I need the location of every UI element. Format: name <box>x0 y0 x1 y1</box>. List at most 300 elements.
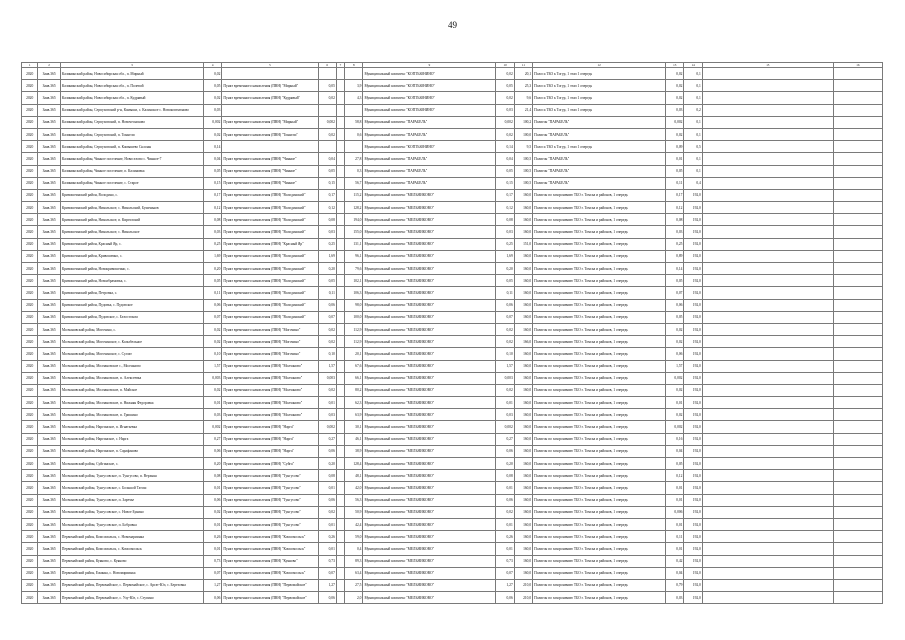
table-cell: 0,05 <box>496 275 514 287</box>
table-cell: Первомайский район, Куяново, с. Куяново <box>60 555 203 567</box>
table-cell <box>336 409 344 421</box>
table-cell: Полоса ТБО к Тогур, 1 этап 1 очередь <box>533 92 666 104</box>
table-cell <box>702 458 833 470</box>
table-cell <box>833 287 882 299</box>
column-number: 4 <box>204 63 222 68</box>
table-cell: 21,4 <box>514 104 532 116</box>
table-cell: 3,9 <box>345 80 363 92</box>
table-cell: Пункт временного накопления (ПВН) "Красный Яр" <box>222 238 318 250</box>
table-cell <box>833 189 882 201</box>
table-cell: Полигон по захоронению ТБО г. Томска и районов, 1 очередь <box>533 409 666 421</box>
table-cell: 0,79 <box>666 579 684 591</box>
table-cell <box>336 299 344 311</box>
table-cell <box>702 372 833 384</box>
table-cell: 20,1 <box>345 348 363 360</box>
table-cell: 0,002 <box>318 116 336 128</box>
table-cell: 0,02 <box>204 323 222 335</box>
table-cell: 160,0 <box>514 311 532 323</box>
table-cell: 192,0 <box>684 592 702 604</box>
table-cell <box>702 397 833 409</box>
table-cell: 166,0 <box>514 336 532 348</box>
table-cell <box>318 68 336 80</box>
table-cell <box>833 104 882 116</box>
table-cell: 30,1 <box>345 421 363 433</box>
table-cell <box>318 104 336 116</box>
table-cell: 102,1 <box>345 275 363 287</box>
table-row <box>22 384 883 396</box>
table-cell: 2020 <box>22 214 38 226</box>
table-cell: 2020 <box>22 153 38 165</box>
table-cell: 0,01 <box>318 397 336 409</box>
table-cell: Заяв.365 <box>38 579 60 591</box>
table-cell: Пункт временного накопления (ПВН) "Могочино" <box>222 336 318 348</box>
table-cell: 0,4 <box>684 177 702 189</box>
table-cell: Молчановский район, Молчановское, п. Майское <box>60 384 203 396</box>
table-cell: Калининский район, Новосибирская обл., п. Кудрявый <box>60 92 203 104</box>
table-cell <box>702 336 833 348</box>
table-cell <box>336 165 344 177</box>
table-cell: Пункт временного накопления (ПВН) "Комсомольск" <box>222 543 318 555</box>
table-cell: Кривошеинский район, Пудовка, с. Пудовское <box>60 299 203 311</box>
table-cell: Полигон по захоронению ТБО г. Томска и районов, 1 очередь <box>533 311 666 323</box>
table-cell: 2020 <box>22 275 38 287</box>
table-cell: Полигон по захоронению ТБО г. Томска и районов, 1 очередь <box>533 397 666 409</box>
table-cell: Пункт временного накопления (ПВН) "Чинное" <box>222 153 318 165</box>
table-cell: 0,002 <box>204 116 222 128</box>
table-cell: 0,05 <box>318 275 336 287</box>
table-cell: Пункт временного накопления (ПВН) "Тунгусово" <box>222 518 318 530</box>
table-cell <box>702 555 833 567</box>
table-cell: 0,12 <box>666 470 684 482</box>
table-cell: Калининский район, Чинное поселение, Новоселово с. Чинное-7 <box>60 153 203 165</box>
column-number: 15 <box>702 63 833 68</box>
table-cell: Заяв.365 <box>38 506 60 518</box>
table-cell <box>336 445 344 457</box>
table-cell: 210,0 <box>514 592 532 604</box>
table-cell: 192,0 <box>684 470 702 482</box>
table-cell: Пункт временного накопления (ПВН) "Володинский" <box>222 311 318 323</box>
table-cell <box>336 336 344 348</box>
table-cell <box>833 250 882 262</box>
table-cell: Заяв.365 <box>38 214 60 226</box>
page-number: 49 <box>448 20 457 30</box>
table-cell: 98,0 <box>345 299 363 311</box>
table-cell: Полигон "ПАРАБЕЛЬ" <box>533 153 666 165</box>
table-cell: Первомайский район, Первомайское, с. Первомайское, с. Аргат-Юл, с. Березовка <box>60 579 203 591</box>
table-row <box>22 189 883 201</box>
table-cell <box>702 445 833 457</box>
table-cell: Заяв.365 <box>38 141 60 153</box>
table-cell: Кривошеинский район, Пудовское, с. Белостоком <box>60 311 203 323</box>
table-cell: 151,0 <box>514 238 532 250</box>
table-cell <box>336 531 344 543</box>
table-cell: Заяв.365 <box>38 311 60 323</box>
table-cell <box>702 214 833 226</box>
table-cell: 0,08 <box>204 214 222 226</box>
column-number: 7 <box>336 63 344 68</box>
table-cell <box>702 128 833 140</box>
table-cell: Полигон по захоронению ТБО г. Томска и районов, 1 очередь <box>533 189 666 201</box>
table-cell: 0,002 <box>204 421 222 433</box>
table-cell: Заяв.365 <box>38 165 60 177</box>
table-cell: 0,06 <box>318 494 336 506</box>
table-cell <box>833 153 882 165</box>
table-cell: 0,07 <box>496 311 514 323</box>
table-cell: Заяв.365 <box>38 409 60 421</box>
table-cell: 0,02 <box>666 323 684 335</box>
table-cell: Молчановский район, Наргинское, с. Нарга <box>60 433 203 445</box>
table-row <box>22 214 883 226</box>
table-cell <box>336 189 344 201</box>
table-cell: 0,20 <box>204 458 222 470</box>
table-cell: Муниципальный комплекс "КОПТЬЮНИНО" <box>363 104 496 116</box>
table-cell: 112,9 <box>345 323 363 335</box>
table-cell: 0,17 <box>204 189 222 201</box>
table-cell: 2020 <box>22 104 38 116</box>
table-cell: Молчановский район, Тунгусовское, с. Новое Бунино <box>60 506 203 518</box>
table-cell: Заяв.365 <box>38 275 60 287</box>
table-cell: 0,20 <box>318 458 336 470</box>
table-cell: Полоса ТБО к Тогур, 1 этап 1 очередь <box>533 141 666 153</box>
table-cell: Пункт временного накопления (ПВН) "Тунгусово" <box>222 494 318 506</box>
table-cell <box>702 92 833 104</box>
table-cell: 27,8 <box>345 153 363 165</box>
table-cell: Первомайский район, Первомайское, с. Улу-Юл, с. Ступино <box>60 592 203 604</box>
column-number: 10 <box>496 63 514 68</box>
table-row <box>22 567 883 579</box>
table-cell: 160,0 <box>514 555 532 567</box>
table-cell: 0,08 <box>204 470 222 482</box>
table-cell: Калининский район, Новосибирская обл., п. Мирный <box>60 68 203 80</box>
table-cell: Пункт временного накопления (ПВН) "Тунгусово" <box>222 506 318 518</box>
table-cell: 160,0 <box>514 384 532 396</box>
table-cell: 46,1 <box>345 433 363 445</box>
table-cell: 0,06 <box>318 592 336 604</box>
table-cell: 0,20 <box>496 263 514 275</box>
table-cell: 0,02 <box>666 336 684 348</box>
table-cell: 0,08 <box>318 214 336 226</box>
table-cell: 0,27 <box>318 433 336 445</box>
table-cell: Пункт временного накопления (ПВН) "Первомайское" <box>222 579 318 591</box>
table-cell: Пункт временного накопления (ПВН) "Чинное" <box>222 165 318 177</box>
table-cell: Кривошеинский район, Никольское, с. Никольский, Бушеньков <box>60 202 203 214</box>
table-cell: Муниципальный комплекс "МЕЛЬНИКОВО" <box>363 506 496 518</box>
table-cell: Полигон "ПАРАБЕЛЬ" <box>533 177 666 189</box>
table-cell: 0,1 <box>684 92 702 104</box>
table-cell: 2020 <box>22 80 38 92</box>
table-cell: 192,0 <box>684 336 702 348</box>
table-cell: 0,07 <box>204 567 222 579</box>
table-cell <box>702 238 833 250</box>
table-cell: Муниципальный комплекс "МЕЛЬНИКОВО" <box>363 202 496 214</box>
table-cell: 131,1 <box>345 238 363 250</box>
table-cell: 2020 <box>22 311 38 323</box>
table-cell: 0,02 <box>318 128 336 140</box>
table-cell <box>336 494 344 506</box>
table-cell <box>702 141 833 153</box>
table-cell <box>336 433 344 445</box>
table-cell: Заяв.365 <box>38 323 60 335</box>
table-cell <box>345 141 363 153</box>
table-cell: Пункт временного накопления (ПВН) "Володинский" <box>222 226 318 238</box>
table-cell: Муниципальный комплекс "МЕЛЬНИКОВО" <box>363 397 496 409</box>
table-cell <box>336 360 344 372</box>
table-cell <box>345 104 363 116</box>
table-cell <box>345 68 363 80</box>
table-cell: 0,02 <box>666 384 684 396</box>
table-cell: Первомайский район, Ежинка, с. Новомариинка <box>60 567 203 579</box>
table-cell: 89,3 <box>345 555 363 567</box>
table-cell <box>833 348 882 360</box>
table-cell: 0,06 <box>666 348 684 360</box>
table-cell: Заяв.365 <box>38 518 60 530</box>
table-cell: 66,1 <box>345 372 363 384</box>
table-cell: 0,02 <box>496 506 514 518</box>
table-cell: Калининский район, Чинное поселение, п. Калиновка <box>60 165 203 177</box>
table-cell: Муниципальный комплекс "МЕЛЬНИКОВО" <box>363 299 496 311</box>
table-cell: Заяв.365 <box>38 470 60 482</box>
table-cell: 0,07 <box>318 311 336 323</box>
table-cell <box>833 275 882 287</box>
table-cell: 0,07 <box>496 567 514 579</box>
table-cell: Пункт временного накопления (ПВН) "Могочино" <box>222 323 318 335</box>
table-cell: 0,04 <box>666 445 684 457</box>
table-cell: 192,0 <box>684 275 702 287</box>
table-cell: 0,01 <box>318 482 336 494</box>
table-cell <box>336 287 344 299</box>
table-cell: 0,27 <box>496 433 514 445</box>
table-cell: 2020 <box>22 165 38 177</box>
table-cell: Полигон по захоронению ТБО г. Томска и районов, 1 очередь <box>533 263 666 275</box>
table-row <box>22 153 883 165</box>
table-cell: Муниципальный комплекс "МЕЛЬНИКОВО" <box>363 287 496 299</box>
table-cell: Муниципальный комплекс "МЕЛЬНИКОВО" <box>363 189 496 201</box>
table-cell: 160,0 <box>514 409 532 421</box>
table-cell: 62,3 <box>345 397 363 409</box>
table-cell: 2020 <box>22 226 38 238</box>
table-cell: Пункт временного накопления (ПВН) "Володинский" <box>222 202 318 214</box>
table-cell: Муниципальный комплекс "МЕЛЬНИКОВО" <box>363 579 496 591</box>
table-cell: 0,002 <box>666 116 684 128</box>
table-cell: 58,8 <box>345 116 363 128</box>
table-cell: 42,0 <box>345 482 363 494</box>
table-cell <box>336 202 344 214</box>
table-cell: 0,73 <box>318 555 336 567</box>
table-cell <box>702 579 833 591</box>
table-cell: Молчановский район, Тунгусовское, п. Заречье <box>60 494 203 506</box>
table-cell: 0,12 <box>666 202 684 214</box>
table-cell: Кривошеинский район, Петровка, с. <box>60 287 203 299</box>
table-cell: 192,0 <box>684 531 702 543</box>
table-row <box>22 433 883 445</box>
table-cell: 192,0 <box>684 433 702 445</box>
table-cell: 160,0 <box>514 275 532 287</box>
table-cell: Муниципальный комплекс "МЕЛЬНИКОВО" <box>363 323 496 335</box>
table-cell: 0,02 <box>496 384 514 396</box>
table-cell: Муниципальный комплекс "ПАРАБЕЛЬ" <box>363 165 496 177</box>
table-cell: Полигон по захоронению ТБО г. Томска и районов, 1 очередь <box>533 555 666 567</box>
table-cell: 0,01 <box>496 543 514 555</box>
table-cell: Кривошеинский район, Новоабрамовка, с. <box>60 275 203 287</box>
table-row <box>22 202 883 214</box>
table-cell: Полигон по захоронению ТБО г. Томска и районов, 1 очередь <box>533 238 666 250</box>
table-cell: 192,0 <box>684 494 702 506</box>
table-cell: 0,15 <box>496 177 514 189</box>
table-cell: Заяв.365 <box>38 128 60 140</box>
table-cell <box>336 323 344 335</box>
table-cell: 0,03 <box>496 409 514 421</box>
table-cell: Пункт временного накопления (ПВН) "Молчаново" <box>222 372 318 384</box>
table-cell: Пункт временного накопления (ПВН) "Молчаново" <box>222 384 318 396</box>
table-cell: Полигон по захоронению ТБО г. Томска и районов, 1 очередь <box>533 372 666 384</box>
table-cell: Заяв.365 <box>38 202 60 214</box>
table-cell: 1,27 <box>496 579 514 591</box>
table-cell: 63,9 <box>345 409 363 421</box>
table-cell: 0,17 <box>318 189 336 201</box>
table-cell: 2020 <box>22 409 38 421</box>
table-cell: Муниципальный комплекс "МЕЛЬНИКОВО" <box>363 592 496 604</box>
table-cell <box>336 80 344 92</box>
table-cell: 2020 <box>22 68 38 80</box>
table-cell: Молчановский район, Суйгинское, с. <box>60 458 203 470</box>
table-cell: 0,1 <box>684 68 702 80</box>
table-cell: 100,2 <box>514 116 532 128</box>
table-cell: 0,01 <box>496 397 514 409</box>
table-cell: 1,69 <box>204 250 222 262</box>
table-cell: 2020 <box>22 445 38 457</box>
table-cell: 0,06 <box>496 592 514 604</box>
table-cell: 0,6 <box>345 128 363 140</box>
table-cell: 0,006 <box>666 506 684 518</box>
table-cell: 2020 <box>22 421 38 433</box>
table-cell: 192,0 <box>684 299 702 311</box>
table-cell: 0,09 <box>666 141 684 153</box>
table-cell: 160,0 <box>514 567 532 579</box>
table-cell: Муниципальный комплекс "МЕЛЬНИКОВО" <box>363 409 496 421</box>
table-cell <box>833 336 882 348</box>
table-cell <box>702 348 833 360</box>
table-cell: 0,26 <box>318 531 336 543</box>
table-cell <box>702 263 833 275</box>
table-cell: 1,57 <box>666 360 684 372</box>
table-cell: 0,05 <box>496 165 514 177</box>
table-cell: 0,03 <box>318 226 336 238</box>
table-cell <box>833 165 882 177</box>
table-cell: 128,4 <box>345 458 363 470</box>
table-cell: 2020 <box>22 372 38 384</box>
table-cell: 0,05 <box>318 165 336 177</box>
table-cell <box>833 458 882 470</box>
table-cell: 0,20 <box>204 263 222 275</box>
table-cell: Муниципальный комплекс "МЕЛЬНИКОВО" <box>363 470 496 482</box>
table-cell: 0,02 <box>666 80 684 92</box>
table-cell: 192,0 <box>684 287 702 299</box>
table-cell <box>336 250 344 262</box>
table-cell: 2020 <box>22 263 38 275</box>
table-cell: 67,6 <box>345 360 363 372</box>
table-cell: 42,4 <box>345 518 363 530</box>
table-cell <box>833 116 882 128</box>
table-cell: Муниципальный комплекс "МЕЛЬНИКОВО" <box>363 360 496 372</box>
table-cell <box>318 141 336 153</box>
table-cell: 0,2 <box>684 104 702 116</box>
table-cell <box>336 384 344 396</box>
table-cell: 0,12 <box>204 202 222 214</box>
table-cell: 0,05 <box>204 275 222 287</box>
table-cell: 192,0 <box>684 323 702 335</box>
table-cell: Пункт временного накопления (ПВН) "Первомайское" <box>222 592 318 604</box>
table-row <box>22 116 883 128</box>
table-cell: Пункт временного накопления (ПВН) "Тунгусово" <box>222 482 318 494</box>
table-cell: 0,73 <box>496 555 514 567</box>
table-cell <box>336 567 344 579</box>
table-cell <box>833 128 882 140</box>
table-cell: 0,01 <box>204 543 222 555</box>
table-cell: Заяв.365 <box>38 592 60 604</box>
table-cell: 160,0 <box>514 494 532 506</box>
table-cell: 0,42 <box>666 555 684 567</box>
column-number: 12 <box>533 63 666 68</box>
table-cell <box>833 445 882 457</box>
table-cell: Муниципальный комплекс "МЕЛЬНИКОВО" <box>363 384 496 396</box>
table-cell: Молчановский район, Могочинское, с. Колыбельное <box>60 336 203 348</box>
table-cell: 1,27 <box>318 579 336 591</box>
table-cell <box>702 518 833 530</box>
table-cell: 0,02 <box>496 336 514 348</box>
column-number: 6 <box>318 63 336 68</box>
table-cell: 0,06 <box>204 494 222 506</box>
table-cell: Пункт временного накопления (ПВН) "Володинский" <box>222 299 318 311</box>
table-cell: 2020 <box>22 128 38 140</box>
table-cell: Молчановский район, Молчановское, п. Гришино <box>60 409 203 421</box>
table-cell: 160,0 <box>514 348 532 360</box>
table-cell: 0,01 <box>496 482 514 494</box>
table-cell: 0,002 <box>666 421 684 433</box>
table-cell: 9,5 <box>514 141 532 153</box>
table-cell: Заяв.365 <box>38 458 60 470</box>
table-cell <box>336 518 344 530</box>
table-cell: 1,69 <box>318 250 336 262</box>
table-cell <box>336 397 344 409</box>
table-cell: 192,0 <box>684 458 702 470</box>
table-cell: Кривошеинский район, Кривошеино, с. <box>60 250 203 262</box>
table-cell: 192,0 <box>684 250 702 262</box>
table-cell <box>336 506 344 518</box>
table-cell: 2,0 <box>345 592 363 604</box>
table-cell: 128,2 <box>345 202 363 214</box>
table-cell <box>702 68 833 80</box>
table-cell: 0,03 <box>496 226 514 238</box>
table-cell: 0,06 <box>496 445 514 457</box>
table-cell: Заяв.365 <box>38 421 60 433</box>
table-cell: Муниципальный комплекс "МЕЛЬНИКОВО" <box>363 372 496 384</box>
table-cell: 27,5 <box>345 579 363 591</box>
table-cell: Молчановский район, Молчановское, п. Нижняя Федоровка <box>60 397 203 409</box>
table-cell: Пункт временного накопления (ПВН) "Володинский" <box>222 189 318 201</box>
table-cell: Муниципальный комплекс "МЕЛЬНИКОВО" <box>363 336 496 348</box>
table-cell <box>702 177 833 189</box>
table-cell: Калининский район, Серпуховский, п. Камышево Склоны <box>60 141 203 153</box>
table-cell: 0,01 <box>666 482 684 494</box>
table-cell: 0,11 <box>496 287 514 299</box>
table-row <box>22 238 883 250</box>
table-cell: 192,0 <box>684 360 702 372</box>
table-cell: 0,89 <box>666 250 684 262</box>
table-cell: Полигон по захоронению ТБО г. Томска и районов, 1 очередь <box>533 250 666 262</box>
table-cell: Кривошеинский район, Никольское, с. Никольское <box>60 226 203 238</box>
table-cell: 20,1 <box>514 68 532 80</box>
column-number: 2 <box>38 63 60 68</box>
